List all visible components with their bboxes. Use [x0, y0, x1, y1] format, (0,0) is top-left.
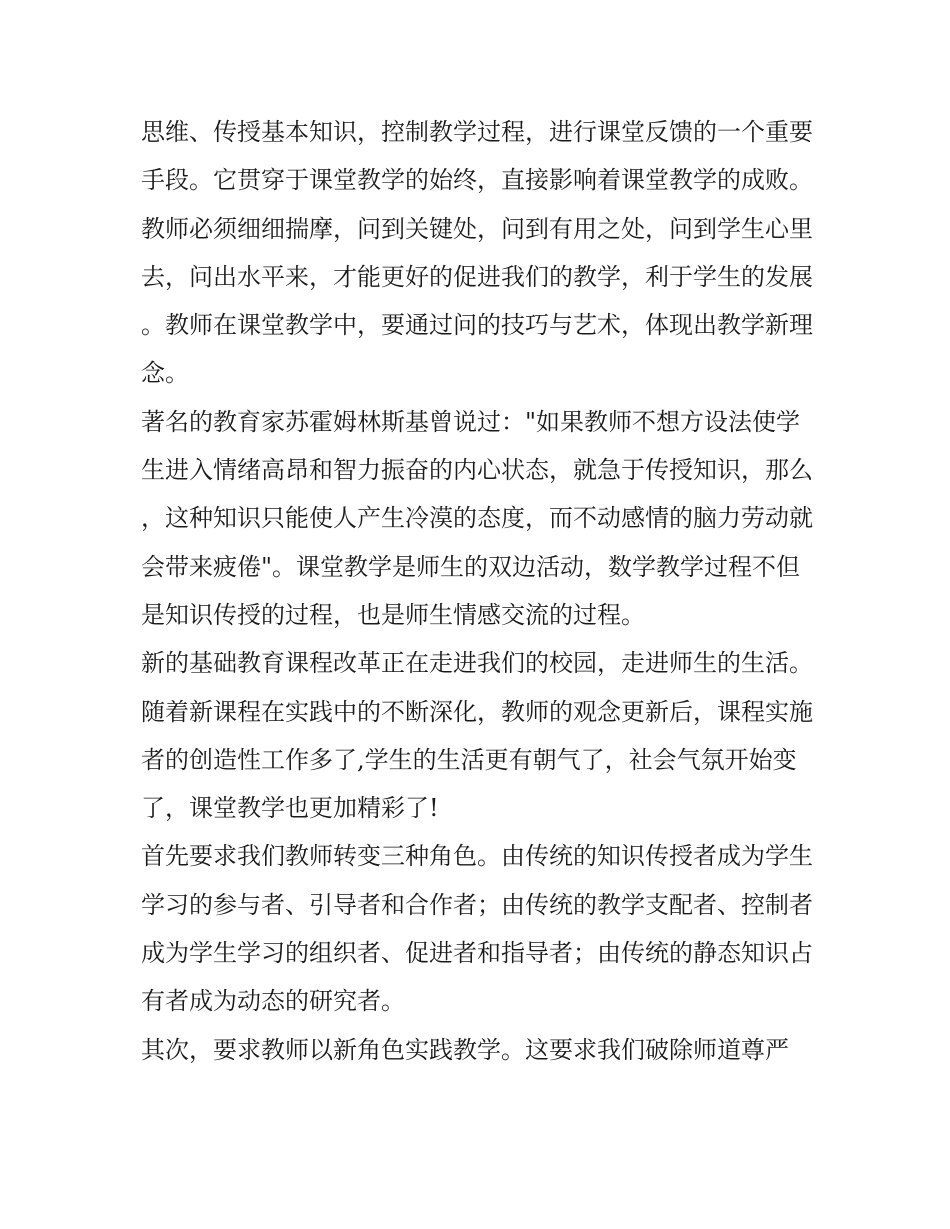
- paragraph-4: 首先要求我们教师转变三种角色。由传统的知识传授者成为学生学习的参与者、引导者和合作者；由传统的教学支配者、控制者成为学生学习的组织者、促进者和指导者；由传统的静态知识占有者成为动态的研究者。: [141, 842, 813, 1016]
- paragraph-1: 思维、传授基本知识，控制教学过程，进行课堂反馈的一个重要手段。它贯穿于课堂教学的始终，直接影响着课堂教学的成败。教师必须细细揣摩，问到关键处，问到有用之处，问到学生心里去，问出水平来，才能更好的促进我们的教学，利于学生的发展。教师在课堂教学中，要通过问的技巧与艺术，体现出教学新理念。: [141, 118, 813, 388]
- paragraph-2: 著名的教育家苏霍姆林斯基曾说过："如果教师不想方设法使学生进入情绪高昂和智力振奋的内心状态，就急于传授知识，那么，这种知识只能使人产生冷漠的态度，而不动感情的脑力劳动就会带来疲倦"。课堂教学是师生的双边活动，数学教学过程不但是知识传授的过程，也是师生情感交流的过程。: [141, 407, 813, 629]
- body-text: [141, 108, 813, 1074]
- paragraph-5: 其次，要求教师以新角色实践教学。这要求我们破除师道尊严: [141, 1035, 789, 1064]
- paragraph-3: 新的基础教育课程改革正在走进我们的校园，走进师生的生活。随着新课程在实践中的不断深化，教师的观念更新后，课程实施者的创造性工作多了,学生的生活更有朝气了，社会气氛开始变了，课堂教学也更加精彩了!: [141, 649, 813, 823]
